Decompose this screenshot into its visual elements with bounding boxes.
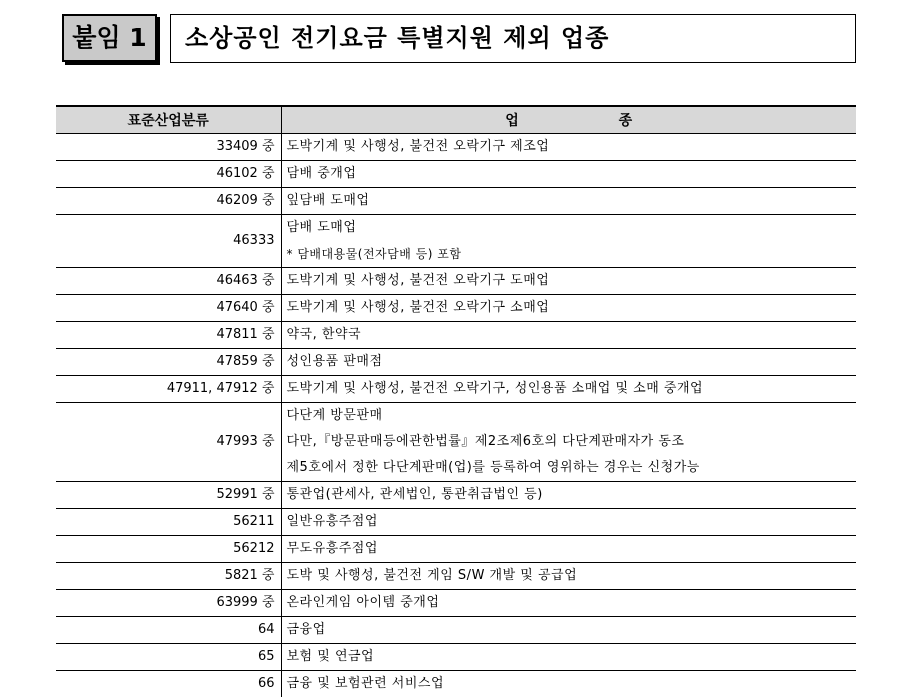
table-row <box>56 671 856 697</box>
industry-code-cell: 5821 중 <box>56 563 281 590</box>
table-body <box>56 134 856 697</box>
column-header-classification: 표준산업분류 <box>56 106 281 134</box>
industry-description-line: 잎담배 도매업 <box>287 188 857 214</box>
industry-code-cell: 63999 중 <box>56 590 281 617</box>
industry-description-cell <box>281 403 856 482</box>
industry-description-cell <box>281 188 856 215</box>
industry-description-cell <box>281 482 856 509</box>
industry-code-cell: 56212 <box>56 536 281 563</box>
table-row <box>56 349 856 376</box>
industry-description-cell <box>281 617 856 644</box>
industry-description-line: 일반유흥주점업 <box>287 509 857 535</box>
industry-code-cell: 52991 중 <box>56 482 281 509</box>
table-row <box>56 161 856 188</box>
table-row <box>56 482 856 509</box>
industry-code-cell: 46102 중 <box>56 161 281 188</box>
industry-code-cell: 47859 중 <box>56 349 281 376</box>
industry-code-cell: 56211 <box>56 509 281 536</box>
industry-description-line: 온라인게임 아이템 중개업 <box>287 590 857 616</box>
industry-code-cell: 47811 중 <box>56 322 281 349</box>
industry-description-line: 성인용품 판매점 <box>287 349 857 375</box>
industry-description-line: 도박기계 및 사행성, 불건전 오락기구 제조업 <box>287 134 857 160</box>
industry-description-cell <box>281 563 856 590</box>
industry-code-cell: 64 <box>56 617 281 644</box>
industry-description-cell <box>281 215 856 268</box>
industry-description-line: * 담배대용물(전자담배 등) 포함 <box>287 241 857 267</box>
industry-description-line: 통관업(관세사, 관세법인, 통관취급법인 등) <box>287 482 857 508</box>
industry-description-line: 도박기계 및 사행성, 불건전 오락기구, 성인용품 소매업 및 소매 중개업 <box>287 376 857 402</box>
table-row <box>56 215 856 268</box>
excluded-industries-table <box>56 105 856 697</box>
industry-code-cell: 46333 <box>56 215 281 268</box>
industry-code-cell: 47993 중 <box>56 403 281 482</box>
industry-description-cell <box>281 376 856 403</box>
industry-code-cell: 47640 중 <box>56 295 281 322</box>
attachment-badge: 붙임 1 <box>62 14 157 62</box>
industry-description-cell <box>281 349 856 376</box>
industry-description-cell <box>281 509 856 536</box>
table-row <box>56 268 856 295</box>
table-row <box>56 617 856 644</box>
industry-code-cell: 33409 중 <box>56 134 281 161</box>
table-row <box>56 134 856 161</box>
industry-description-line: 약국, 한약국 <box>287 322 857 348</box>
table-row <box>56 403 856 482</box>
table-row <box>56 295 856 322</box>
industry-description-line: 도박기계 및 사행성, 불건전 오락기구 도매업 <box>287 268 857 294</box>
industry-description-line: 금융업 <box>287 617 857 643</box>
industry-description-cell <box>281 161 856 188</box>
table-row <box>56 590 856 617</box>
industry-code-cell: 65 <box>56 644 281 671</box>
table-row <box>56 563 856 590</box>
industry-description-line: 다만,『방문판매등에관한법률』제2조제6호의 다단계판매자가 동조 <box>287 429 857 455</box>
industry-description-line: 제5호에서 정한 다단계판매(업)를 등록하여 영위하는 경우는 신청가능 <box>287 455 857 481</box>
industry-description-line: 담배 도매업 <box>287 215 857 241</box>
table-row <box>56 509 856 536</box>
table-row <box>56 376 856 403</box>
column-header-industry: 업 종 <box>281 106 856 134</box>
table-header-row <box>56 106 856 134</box>
industry-description-line: 담배 중개업 <box>287 161 857 187</box>
industry-code-cell: 46209 중 <box>56 188 281 215</box>
industry-code-cell: 47911, 47912 중 <box>56 376 281 403</box>
industry-code-cell: 66 <box>56 671 281 697</box>
table-row <box>56 536 856 563</box>
industry-description-cell <box>281 134 856 161</box>
industry-description-line: 도박 및 사행성, 불건전 게임 S/W 개발 및 공급업 <box>287 563 857 589</box>
industry-description-line: 도박기계 및 사행성, 불건전 오락기구 소매업 <box>287 295 857 321</box>
industry-description-cell <box>281 268 856 295</box>
document-title: 소상공인 전기요금 특별지원 제외 업종 <box>170 14 856 63</box>
industry-description-cell <box>281 671 856 697</box>
industry-description-cell <box>281 322 856 349</box>
table-row <box>56 322 856 349</box>
table-row <box>56 644 856 671</box>
industry-description-cell <box>281 536 856 563</box>
industry-description-line: 다단계 방문판매 <box>287 403 857 429</box>
industry-description-line: 금융 및 보험관련 서비스업 <box>287 671 857 697</box>
industry-description-cell <box>281 590 856 617</box>
industry-description-cell <box>281 644 856 671</box>
table-row <box>56 188 856 215</box>
industry-description-line: 무도유흥주점업 <box>287 536 857 562</box>
industry-description-cell <box>281 295 856 322</box>
industry-code-cell: 46463 중 <box>56 268 281 295</box>
industry-description-line: 보험 및 연금업 <box>287 644 857 670</box>
